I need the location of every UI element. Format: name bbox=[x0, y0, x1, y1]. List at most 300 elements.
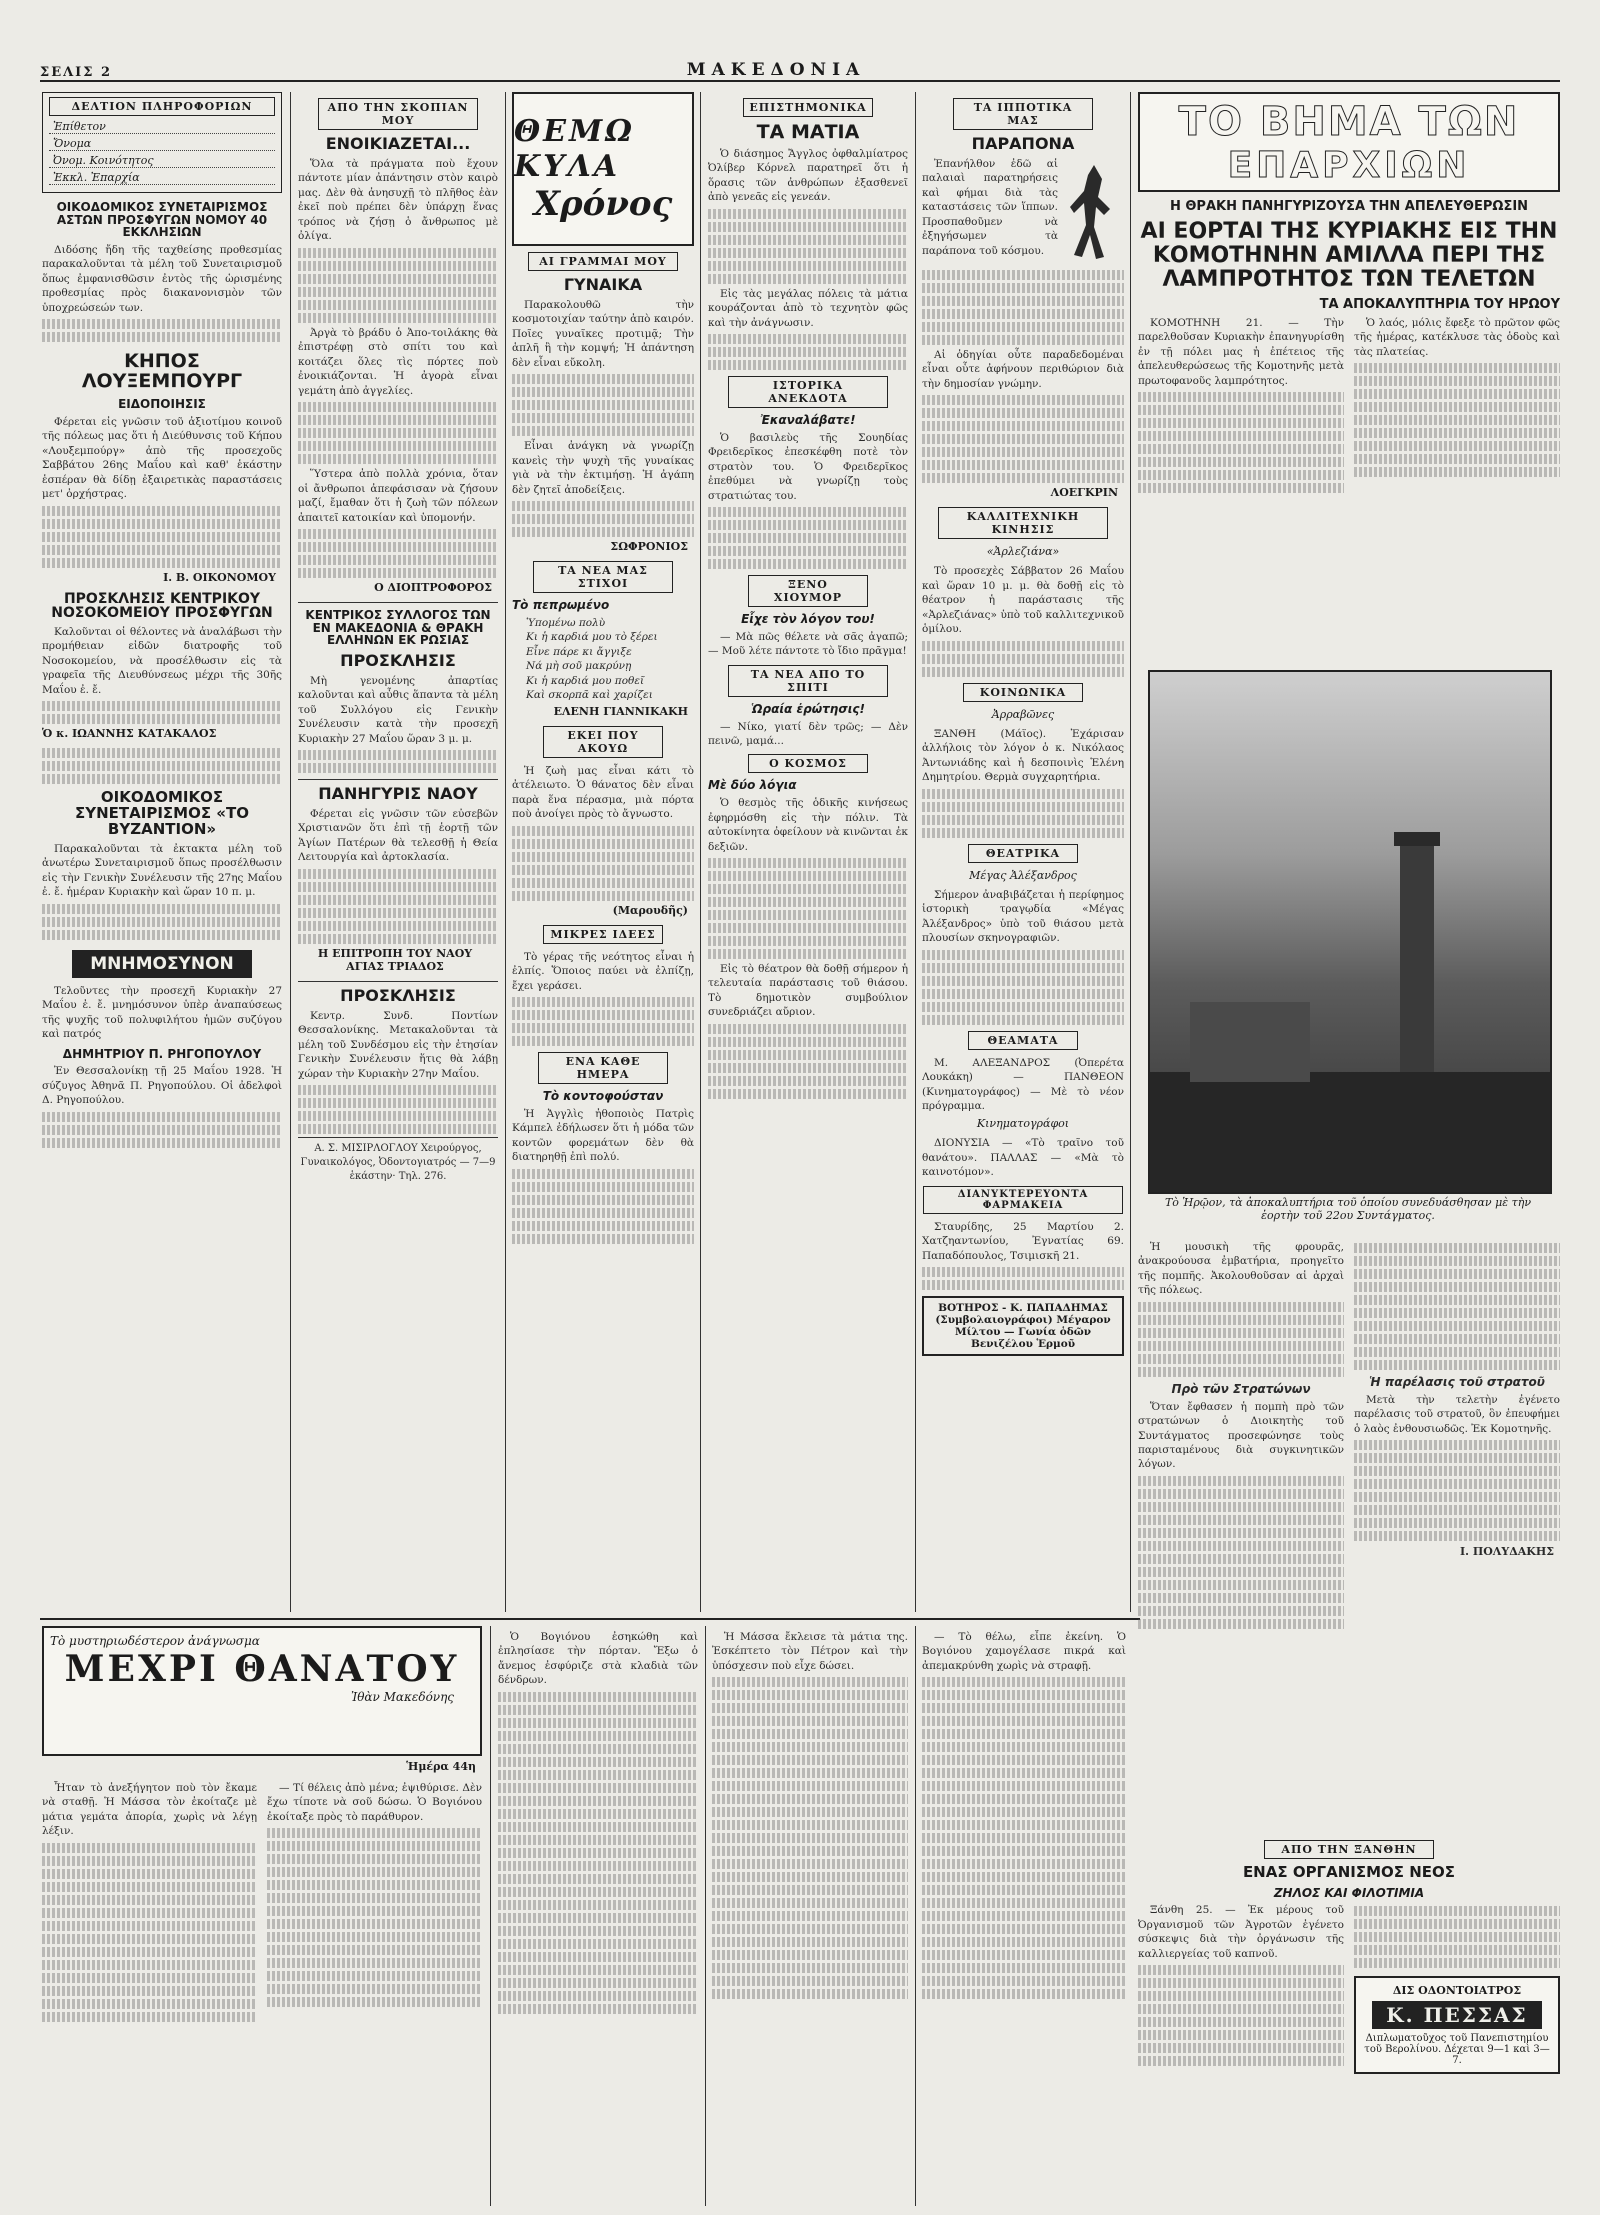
rent-paragraph: Ὅλα τὰ πράγματα ποὺ ἔχουν πάντοτε μίαν ἀπάντησιν στὸν καιρὸ μας. Δὲν θὰ ἀνησυχῇ τὸ πλῆθος ἐὰν ἐκεῖ ποὺ πρέπει δὲν ὑπάρχῃ ἕνας τρόπος νὰ ζήσῃ ὁ ἄνθρωπος μὲ ὀλίγα. bbox=[298, 157, 498, 243]
text-filler bbox=[512, 374, 694, 384]
text-filler bbox=[42, 748, 282, 758]
info-form-title: ΔΕΛΤΙΟΝ ΠΛΗΡΟΦΟΡΙΩΝ bbox=[49, 97, 275, 116]
cinemas-subheading: Κινηματογράφοι bbox=[976, 1117, 1070, 1131]
text-filler bbox=[42, 1869, 257, 1879]
text-filler bbox=[1138, 1528, 1344, 1538]
eyes-paragraph-2: Εἰς τὰς μεγάλας πόλεις τὰ μάτια κουράζονται ἀπὸ τὸ τεχνητὸν φῶς καὶ τὴν ἀνάγνωσιν. bbox=[708, 287, 908, 329]
komotini-text-2 bbox=[1354, 316, 1560, 496]
text-filler bbox=[267, 1958, 482, 1968]
association-paragraph: Μὴ γενομένης ἀπαρτίας καλοῦνται καὶ αὖθις ἅπαντα τὰ μέλη τοῦ Συλλόγου εἰς Γενικὴν Συνέλευσιν κατὰ τὴν προσεχῆ Κυριακὴν 27 Μαΐου ὥραν 3 μ. μ. bbox=[298, 674, 498, 745]
text-filler bbox=[922, 654, 1124, 664]
social-box-title: ΚΟΙΝΩΝΙΚΑ bbox=[963, 683, 1083, 702]
text-filler bbox=[512, 1182, 694, 1192]
text-filler bbox=[1138, 1315, 1344, 1325]
text-filler bbox=[922, 828, 1124, 838]
text-filler bbox=[1354, 1453, 1560, 1463]
column-rule bbox=[1130, 92, 1131, 1612]
text-filler bbox=[708, 274, 908, 284]
knights-box-title: ΤΑ ΙΠΠΟΤΙΚΑ ΜΑΣ bbox=[953, 98, 1093, 130]
serial-author: Ἰθὰν Μακεδόνης bbox=[350, 1690, 454, 1704]
poem-line: Εἶνε πάρε κι ἄγγιξε bbox=[526, 645, 632, 658]
text-filler bbox=[712, 1794, 908, 1804]
text-filler bbox=[922, 989, 1124, 999]
text-filler bbox=[298, 921, 498, 931]
text-filler bbox=[708, 1037, 908, 1047]
text-filler bbox=[922, 1690, 1126, 1700]
newspaper-name: ΜΑΚΕΔΟΝΙΑ bbox=[686, 60, 866, 80]
text-filler bbox=[922, 1002, 1124, 1012]
text-filler bbox=[498, 1744, 698, 1754]
text-filler bbox=[922, 460, 1124, 470]
text-filler bbox=[512, 878, 694, 888]
text-filler bbox=[922, 408, 1124, 418]
text-filler bbox=[1138, 1341, 1344, 1351]
text-filler bbox=[298, 248, 498, 258]
poem-text bbox=[512, 616, 694, 703]
text-filler bbox=[298, 1124, 498, 1134]
barracks-paragraph: Ὅταν ἔφθασεν ἡ πομπὴ πρὸ τῶν στρατώνων ὁ Διοικητὴς τοῦ Συντάγματος προσεφώνησε τοὺς παρισταμένους διὰ συγκινητικῶν λόγων. bbox=[1138, 1400, 1344, 1471]
skirt-text bbox=[512, 1107, 694, 1165]
serial-title-box bbox=[42, 1626, 482, 1756]
monument-photo bbox=[1148, 670, 1552, 1194]
text-filler bbox=[498, 1757, 698, 1767]
ground-shape bbox=[1150, 1072, 1550, 1192]
provinces-masthead bbox=[1138, 92, 1560, 192]
serial-columns bbox=[42, 1781, 482, 2025]
text-filler bbox=[267, 1997, 482, 2007]
komotini-subheading: ΤΑ ΑΠΟΚΑΛΥΠΤΗΡΙΑ ΤΟΥ ΗΡΩΟΥ bbox=[1319, 297, 1560, 313]
memorial-heading: ΜΝΗΜΟΣΥΝΟΝ bbox=[72, 950, 252, 978]
info-form-box bbox=[42, 92, 282, 193]
text-filler bbox=[512, 891, 694, 901]
text-filler bbox=[712, 1885, 908, 1895]
komotini-signature: Ι. ΠΟΛΥΔΑΚΗΣ bbox=[1460, 1545, 1554, 1559]
skirt-paragraph: Ἡ Ἀγγλὶς ἠθοποιὸς Πατρὶς Κάμπελ ἐδήλωσεν ὅτι ἡ μόδα τῶν κοντῶν φορεμάτων δὲν θὰ διατηρηθῇ ἐπὶ πολύ. bbox=[512, 1107, 694, 1164]
tower-top-shape bbox=[1394, 832, 1440, 846]
woman-signature: ΣΩΦΡΟΝΙΟΣ bbox=[610, 540, 688, 554]
text-filler bbox=[922, 1267, 1124, 1277]
woman-text-2 bbox=[512, 439, 694, 497]
poem-line: Κι ἡ καρδιά μου ποθεῖ bbox=[526, 674, 645, 687]
xanthi-box-title: ΑΠΟ ΤΗΝ ΞΑΝΘΗΝ bbox=[1264, 1840, 1434, 1859]
komotini-paragraph: ΚΟΜΟΤΗΝΗ 21. — Τὴν παρελθοῦσαν Κυριακὴν ἐπανηγυρίσθη ἐν τῇ πόλει μας ἡ ἐπέτειος τῆς ἀπελευθερώσεως τῆς Κομοτηνῆς μετὰ πρωτοφανοῦς λαμπρότητος. bbox=[1138, 316, 1344, 387]
text-filler bbox=[708, 936, 908, 946]
text-filler bbox=[267, 1880, 482, 1890]
text-filler bbox=[1354, 1518, 1560, 1528]
theatre-paragraph: Σήμερον ἀναβιβάζεται ἡ περίφημος ἱστορικὴ τραγῳδία «Μέγας Ἀλέξανδρος» ὑπὸ τοῦ θιάσου μετὰ πλουσίων σκηνογραφιῶν. bbox=[922, 888, 1124, 945]
text-filler bbox=[1138, 483, 1344, 493]
text-filler bbox=[498, 1692, 698, 1702]
text-filler bbox=[42, 714, 282, 724]
text-filler bbox=[1138, 444, 1344, 454]
text-filler bbox=[267, 1932, 482, 1942]
column-2 bbox=[298, 92, 498, 1612]
text-filler bbox=[922, 1872, 1126, 1882]
serial-day: Ἡμέρα 44η bbox=[406, 1760, 476, 1773]
woman-paragraph-2: Εἶναι ἀνάγκη νὰ γνωρίζῃ κανεὶς τὴν ψυχὴ τῆς γυναίκας γιὰ νὰ τὴν ἐκτιμήσῃ. Ἡ ἀγάπη δὲν ζητεῖ ἀποδείξεις. bbox=[512, 440, 694, 496]
text-filler bbox=[708, 884, 908, 894]
text-filler bbox=[498, 1705, 698, 1715]
text-filler bbox=[1138, 418, 1344, 428]
festival-signature: Η ΕΠΙΤΡΟΠΗ ΤΟΥ ΝΑΟΥ ΑΓΙΑΣ ΤΡΙΑΔΟΣ bbox=[317, 946, 473, 973]
text-filler bbox=[498, 1952, 698, 1962]
text-filler bbox=[42, 519, 282, 529]
column-box-title: ΑΠΟ ΤΗΝ ΣΚΟΠΙΑΝ ΜΟΥ bbox=[318, 98, 478, 130]
serial-paragraph-2: — Τί θέλεις ἀπὸ μένα; ἐψιθύρισε. Δὲν ἔχω τίποτε νὰ σοῦ δώσω. Ὁ Βογιόνου ἐκοίταξε πρὸς τὸ παράθυρον. bbox=[267, 1782, 482, 1823]
text-filler bbox=[298, 454, 498, 464]
text-filler bbox=[498, 1939, 698, 1949]
provinces-subtitle: ΕΠΑΡΧΙΩΝ bbox=[1227, 144, 1471, 186]
memorial-paragraph-2: Ἐν Θεσσαλονίκῃ τῇ 25 Μαΐου 1928. Ἡ σύζυγος Ἀθηνᾶ Π. Ρηγοπούλου. Οἱ ἀδελφοὶ Δ. Ρηγοπούλου. bbox=[42, 1065, 282, 1107]
text-filler bbox=[708, 559, 908, 569]
text-filler bbox=[922, 976, 1124, 986]
hospital-text bbox=[42, 625, 282, 697]
arts-subheading: «Ἀρλεζιάνα» bbox=[986, 545, 1060, 559]
komotini-lower-columns bbox=[1138, 1240, 1560, 1632]
text-filler bbox=[512, 865, 694, 875]
text-filler bbox=[498, 1900, 698, 1910]
text-filler bbox=[712, 1911, 908, 1921]
text-filler bbox=[298, 750, 498, 760]
ideas-paragraph: Τὸ γέρας τῆς νεότητος εἶναι ἡ ἐλπίς. Ὅποιος παύει νὰ ἐλπίζῃ, ἔχει γεράσει. bbox=[512, 950, 694, 992]
text-filler bbox=[267, 1828, 482, 1838]
humor-paragraph: — Μὰ πῶς θέλετε νὰ σᾶς ἀγαπῶ; — Μοῦ λέτε πάντοτε τὸ ἴδιο πρᾶγμα! bbox=[708, 630, 908, 658]
text-filler bbox=[267, 1945, 482, 1955]
text-filler bbox=[42, 930, 282, 940]
text-filler bbox=[42, 761, 282, 771]
text-filler bbox=[1138, 1476, 1344, 1486]
serial-kicker: Τὸ μυστηριωδέστερον ἀνάγνωσμα bbox=[50, 1634, 260, 1648]
woman-heading: ΓΥΝΑΙΚΑ bbox=[563, 275, 643, 294]
text-filler bbox=[267, 1971, 482, 1981]
photo-caption: Τὸ Ἡρῷον, τὰ ἀποκαλυπτήρια τοῦ ὁποίου συνεδυάσθησαν μὲ τὴν ἑορτὴν τοῦ 22ου Συντάγματος. bbox=[1164, 1196, 1532, 1222]
text-filler bbox=[298, 555, 498, 565]
rent-text-2 bbox=[298, 326, 498, 398]
pontians-heading: ΠΡΟΣΚΛΗΣΙΣ bbox=[298, 981, 498, 1005]
poem-signature: ΕΛΕΝΗ ΓΙΑΝΝΙΚΑΚΗ bbox=[553, 704, 688, 718]
text-filler bbox=[708, 533, 908, 543]
text-filler bbox=[298, 908, 498, 918]
text-filler bbox=[42, 558, 282, 568]
text-filler bbox=[1354, 363, 1560, 373]
text-filler bbox=[712, 1677, 908, 1687]
question-heading: Ὡραία ἐρώτησις! bbox=[751, 701, 865, 716]
serial-paragraph-5: — Τὸ θέλω, εἶπε ἐκείνη. Ὁ Βογιόνου χαμογέλασε πικρά καὶ ἀπεμακρύνθη χωρὶς νὰ στραφῇ. bbox=[922, 1631, 1126, 1672]
xanthi-text-2 bbox=[1354, 1906, 1560, 1968]
building-shape bbox=[1190, 1002, 1310, 1082]
text-filler bbox=[298, 529, 498, 539]
text-filler bbox=[512, 1208, 694, 1218]
text-filler bbox=[1354, 1932, 1560, 1942]
column-rule bbox=[915, 1626, 916, 2206]
text-filler bbox=[708, 261, 908, 271]
text-filler bbox=[267, 1854, 482, 1864]
xanthi-right-column bbox=[1354, 1903, 1560, 2074]
text-filler bbox=[1138, 392, 1344, 402]
world-box-title: Ο ΚΟΣΜΟΣ bbox=[748, 754, 868, 773]
serial-paragraph-4: Ἡ Μάσσα ἔκλεισε τὰ μάτια της. Ἐσκέπτετο τὸν Πέτρον καὶ τὴν ὑπόσχεσιν ποὺ εἶχε δώσει. bbox=[712, 1631, 908, 1672]
text-filler bbox=[1138, 1541, 1344, 1551]
text-filler bbox=[512, 1221, 694, 1231]
text-filler bbox=[922, 1859, 1126, 1869]
text-filler bbox=[922, 1781, 1126, 1791]
xanthi-heading: ΕΝΑΣ ΟΡΓΑΝΙΣΜΟΣ ΝΕΟΣ bbox=[1242, 1863, 1456, 1881]
text-filler bbox=[1354, 402, 1560, 412]
text-filler bbox=[922, 1015, 1124, 1025]
pharmacies-box-title: ΔΙΑΝΥΚΤΕΡΕΥΟΝΤΑ ΦΑΡΜΑΚΕΙΑ bbox=[923, 1186, 1123, 1214]
text-filler bbox=[922, 1768, 1126, 1778]
text-filler bbox=[42, 1125, 282, 1135]
brief-paragraph-2: Εἰς τὸ θέατρον θὰ δοθῇ σήμερον ἡ τελευταία παράστασις τοῦ θιάσου. Τὸ δημοτικὸν συμβούλιον συνεδριάζει αὔριον. bbox=[708, 963, 908, 1019]
text-filler bbox=[922, 473, 1124, 483]
rent-signature: Ο ΔΙΟΠΤΡΟΦΟΡΟΣ bbox=[374, 581, 492, 595]
text-filler bbox=[498, 1796, 698, 1806]
text-filler bbox=[498, 1991, 698, 2001]
text-filler bbox=[42, 1112, 282, 1122]
text-filler bbox=[708, 520, 908, 530]
text-filler bbox=[922, 1924, 1126, 1934]
text-filler bbox=[512, 426, 694, 436]
pontians-paragraph: Κεντρ. Συνδ. Ποντίων Θεσσαλονίκης. Μετακαλοῦνται τὰ μέλη τοῦ Συνδέσμου εἰς τὴν ἐτησίαν Γενικὴν Συνέλευσιν ἥτις θὰ λάβῃ χώραν τὴν Κυριακὴν 27ην Μαΐου. bbox=[298, 1009, 498, 1080]
text-filler bbox=[712, 1742, 908, 1752]
text-filler bbox=[922, 283, 1124, 293]
xanthi-paragraph: Ξάνθη 25. — Ἐκ μέρους τοῦ Ὀργανισμοῦ τῶν Ἀγροτῶν ἐγένετο σύσκεψις διὰ τὴν ὀργάνωσιν τῆς καλλιεργείας τοῦ καπνοῦ. bbox=[1138, 1904, 1344, 1960]
komotini-text-columns bbox=[1138, 316, 1560, 496]
ideas-box-title: ΜΙΚΡΕΣ ΙΔΕΕΣ bbox=[543, 925, 663, 944]
text-filler bbox=[1354, 376, 1560, 386]
serial-paragraph: Ἦταν τὸ ἀνεξήγητον ποὺ τὸν ἔκαμε νὰ σταθῇ. Ἡ Μάσσα τὸν ἐκοίταζε μὲ μάτια γεμάτα ἀπορία, χωρὶς νὰ λέγῃ λέξιν. bbox=[42, 1782, 257, 1838]
text-filler bbox=[922, 296, 1124, 306]
poems-box-title: ΤΑ ΝΕΑ ΜΑΣ ΣΤΙΧΟΙ bbox=[533, 561, 673, 593]
text-filler bbox=[712, 1989, 908, 1999]
text-filler bbox=[298, 415, 498, 425]
anecdote-paragraph: Ὁ βασιλεὺς τῆς Σουηδίας Φρειδερῖκος ἐπεσκέφθη ποτὲ τὸν στρατὸν του. Ὁ Φρειδερῖκος ἐπεθύμει νὰ γνωρίζῃ τοὺς στρατιώτας του. bbox=[708, 431, 908, 502]
xanthi-section bbox=[1138, 1840, 1560, 2210]
hospital-heading: ΠΡΟΣΚΛΗΣΙΣ ΚΕΝΤΡΙΚΟΥ ΝΟΣΟΚΟΜΕΙΟΥ ΠΡΟΣΦΥΓΩΝ bbox=[51, 590, 273, 622]
poem-title: Τὸ πεπρωμένο bbox=[512, 598, 610, 613]
theatre-subheading: Μέγας Ἀλέξανδρος bbox=[969, 868, 1077, 882]
poem-line: Καὶ σκορπᾶ καὶ χαρίζει bbox=[526, 689, 653, 702]
festival-paragraph: Φέρεται εἰς γνῶσιν τῶν εὐσεβῶν Χριστιανῶν ὅτι ἐπὶ τῇ ἑορτῇ τῶν Ἁγίων Πατέρων θὰ τελεσθῇ ἡ Θεία Λειτουργία καὶ ἀρτοκλασία. bbox=[298, 807, 498, 864]
text-filler bbox=[267, 1867, 482, 1877]
text-filler bbox=[708, 360, 908, 370]
poem-line: Νά μὴ σοῦ μακρύνῃ bbox=[526, 660, 632, 673]
text-filler bbox=[1354, 1919, 1560, 1929]
parade-text bbox=[1138, 1240, 1344, 1632]
text-filler bbox=[708, 923, 908, 933]
text-filler bbox=[42, 545, 282, 555]
question-paragraph: — Νίκο, γιατί δὲν τρῶς; — Δὲν πεινῶ, μαμά... bbox=[708, 720, 908, 747]
text-filler bbox=[512, 527, 694, 537]
serial-text-2 bbox=[267, 1781, 482, 2025]
text-filler bbox=[712, 1716, 908, 1726]
text-filler bbox=[498, 1731, 698, 1741]
text-filler bbox=[42, 506, 282, 516]
march-paragraph: Μετὰ τὴν τελετὴν ἐγένετο παρέλασις τοῦ στρατοῦ, ὃν ἐπευφήμει ὁ λαὸς ἐνθουσιωδῶς. Ἐκ Κομοτηνῆς. bbox=[1354, 1393, 1560, 1435]
text-filler bbox=[42, 1934, 257, 1944]
text-filler bbox=[512, 413, 694, 423]
text-filler bbox=[1138, 1580, 1344, 1590]
eyes-paragraph: Ὁ διάσημος Ἄγγλος ὀφθαλμίατρος Ὀλίβερ Κόρνελ παρατηρεῖ ὅτι ἡ ὅρασις τῶν ἀνθρώπων ἐξασθενεῖ ἀπὸ γενεᾶς εἰς γενεάν. bbox=[708, 147, 908, 204]
text-filler bbox=[922, 1911, 1126, 1921]
text-filler bbox=[42, 1999, 257, 2009]
brief-text-2 bbox=[708, 962, 908, 1020]
garden-text bbox=[42, 415, 282, 502]
community-field: Ὀνομ. Κοινότητος bbox=[49, 154, 275, 168]
text-filler bbox=[922, 1885, 1126, 1895]
text-filler bbox=[298, 274, 498, 284]
memorial-text bbox=[42, 984, 282, 1042]
festival-text bbox=[298, 807, 498, 865]
text-filler bbox=[1138, 1606, 1344, 1616]
text-filler bbox=[42, 1908, 257, 1918]
social-subheading: Ἀρραβῶνες bbox=[991, 707, 1055, 721]
byzantion-heading: ΟΙΚΟΔΟΜΙΚΟΣ ΣΥΝΕΤΑΙΡΙΣΜΟΣ «ΤΟ ΒΥΖΑΝΤΙΟΝ» bbox=[75, 788, 249, 838]
text-filler bbox=[708, 334, 908, 344]
text-filler bbox=[512, 501, 694, 511]
text-filler bbox=[922, 335, 1124, 345]
barracks-heading: Πρὸ τῶν Στρατώνων bbox=[1171, 1381, 1311, 1396]
brief-text bbox=[708, 796, 908, 854]
text-filler bbox=[1138, 1567, 1344, 1577]
column-5 bbox=[922, 92, 1124, 1612]
text-filler bbox=[298, 882, 498, 892]
text-filler bbox=[922, 322, 1124, 332]
life-signature: (Μαρουδῆς) bbox=[612, 903, 688, 917]
ideas-text bbox=[512, 950, 694, 993]
text-filler bbox=[298, 934, 498, 944]
association-text bbox=[298, 674, 498, 746]
serial-section bbox=[42, 1626, 482, 2206]
text-filler bbox=[1138, 1593, 1344, 1603]
text-filler bbox=[1354, 1347, 1560, 1357]
text-filler bbox=[708, 235, 908, 245]
text-filler bbox=[1138, 405, 1344, 415]
text-filler bbox=[298, 895, 498, 905]
text-filler bbox=[512, 826, 694, 836]
text-filler bbox=[922, 1703, 1126, 1713]
complaints-text bbox=[922, 157, 1058, 267]
text-filler bbox=[42, 774, 282, 784]
column-rule bbox=[490, 1626, 491, 2206]
text-filler bbox=[712, 1976, 908, 1986]
text-filler bbox=[922, 1989, 1126, 1999]
text-filler bbox=[708, 949, 908, 959]
text-filler bbox=[1354, 1505, 1560, 1515]
humor-box-title: ΞΕΝΟ ΧΙΟΥΜΟΡ bbox=[748, 575, 868, 607]
text-filler bbox=[708, 248, 908, 258]
text-filler bbox=[922, 950, 1124, 960]
text-filler bbox=[512, 1169, 694, 1179]
name-field: Ὄνομα bbox=[49, 137, 275, 151]
text-filler bbox=[1354, 1308, 1560, 1318]
dentist-ad-name: Κ. ΠΕΣΣΑΣ bbox=[1372, 2001, 1542, 2029]
text-filler bbox=[267, 1919, 482, 1929]
garden-subheading: ΕΙΔΟΠΟΙΗΣΙΣ bbox=[118, 397, 206, 412]
text-filler bbox=[498, 1809, 698, 1819]
section-box-title: ΕΚΕΙ ΠΟΥ ΑΚΟΥΩ bbox=[543, 726, 663, 758]
column-rule bbox=[705, 1626, 706, 2206]
page-number-label: ΣΕΛΙΣ 2 bbox=[40, 65, 113, 80]
shows-box-title: ΘΕΑΜΑΤΑ bbox=[968, 1031, 1078, 1050]
pontians-text bbox=[298, 1009, 498, 1081]
shows-paragraph: Μ. ΑΛΕΞΑΝΔΡΟΣ (Ὀπερέτα Λουκάκη) — ΠΑΝΘΕΟΝ (Κινηματογράφος) — Μὲ τὸ νέον πρόγραμμα. bbox=[922, 1056, 1124, 1112]
rent-paragraph-2: Ἀργὰ τὸ βράδυ ὁ Ἀπο-τοιλάκης θὰ ἐπιστρέφῃ στὸ σπίτι του καὶ κοιτάζει ὅλες τὶς πόρτες ποὺ ἐνοικιάζονται. Ἡ ἀγορὰ εἶναι γεμάτη ἀπὸ ἀγγελίες. bbox=[298, 326, 498, 397]
text-filler bbox=[712, 1768, 908, 1778]
text-filler bbox=[298, 261, 498, 271]
rent-text-3 bbox=[298, 467, 498, 525]
notary-ad: ΒΟΤΗΡΟΣ - Κ. ΠΑΠΑΔΗΜΑΣ (Συμβολαιογράφοι) Μέγαρον Μίλτου — Γωνία ὁδῶν Βενιζέλου Ἑρμοῦ bbox=[922, 1296, 1124, 1356]
text-filler bbox=[498, 1861, 698, 1871]
text-filler bbox=[42, 1921, 257, 1931]
column-masthead-subtitle: Χρόνος bbox=[533, 184, 673, 224]
text-filler bbox=[1354, 1360, 1560, 1370]
text-filler bbox=[498, 1770, 698, 1780]
text-filler bbox=[922, 1280, 1124, 1290]
text-filler bbox=[708, 858, 908, 868]
text-filler bbox=[1354, 1321, 1560, 1331]
text-filler bbox=[42, 1947, 257, 1957]
text-filler bbox=[498, 1848, 698, 1858]
text-filler bbox=[1354, 1243, 1560, 1253]
text-filler bbox=[712, 1950, 908, 1960]
serial-paragraph-3: Ὁ Βογιόνου ἐσηκώθη καὶ ἐπλησίασε τὴν πόρταν. Ἔξω ὁ ἄνεμος ἐσφύριζε στὰ κλαδιὰ τῶν δένδρων. bbox=[498, 1631, 698, 1687]
komotini-paragraph-2: Ὁ λαός, μόλις ἔφεξε τὸ πρῶτον φῶς τῆς ἡμέρας, κατέκλυσε τὰς ὁδοὺς καὶ τὰς πλατείας. bbox=[1354, 316, 1560, 358]
text-filler bbox=[1354, 1295, 1560, 1305]
text-filler bbox=[498, 1978, 698, 1988]
parade-paragraph: Ἡ μουσικὴ τῆς φρουρᾶς, ἀνακρούουσα ἐμβατήρια, προηγεῖτο τῆς πομπῆς. Ἀκολουθοῦσαν αἱ ἀρχαὶ τῆς πόλεως. bbox=[1138, 1241, 1344, 1297]
text-filler bbox=[712, 1820, 908, 1830]
text-filler bbox=[1138, 1328, 1344, 1338]
complaints-signature: ΛΟΕΓΚΡΙΝ bbox=[1050, 486, 1118, 500]
complaints-paragraph: Ἐπανήλθον ἐδῶ αἱ παλαιαὶ παρατηρήσεις καὶ φήμαι διὰ τὰς καταστάσεις τῶν ἵππων. Προσπαθοῦμεν νὰ ἐξηγήσωμεν τὰ παράπονα τοῦ κόσμου. bbox=[922, 157, 1058, 257]
text-filler bbox=[922, 1833, 1126, 1843]
text-filler bbox=[922, 1976, 1126, 1986]
text-filler bbox=[922, 1950, 1126, 1960]
text-filler bbox=[712, 1898, 908, 1908]
text-filler bbox=[712, 1937, 908, 1947]
poem-line: Ὑπομένω πολὺ bbox=[526, 616, 606, 629]
parade-text-2 bbox=[1354, 1240, 1560, 1632]
text-filler bbox=[1138, 457, 1344, 467]
text-filler bbox=[1138, 431, 1344, 441]
text-filler bbox=[712, 1729, 908, 1739]
text-filler bbox=[922, 1898, 1126, 1908]
text-filler bbox=[1138, 2004, 1344, 2014]
question-text bbox=[708, 720, 908, 749]
text-filler bbox=[1138, 1965, 1344, 1975]
text-filler bbox=[42, 1138, 282, 1148]
pharmacies-text bbox=[922, 1220, 1124, 1263]
text-filler bbox=[298, 428, 498, 438]
text-filler bbox=[498, 1822, 698, 1832]
text-filler bbox=[708, 1089, 908, 1099]
column-3 bbox=[512, 92, 694, 1612]
march-heading: Ἡ παρέλασις τοῦ στρατοῦ bbox=[1369, 1375, 1545, 1389]
daily-box-title: ΕΝΑ ΚΑΘΕ ΗΜΕΡΑ bbox=[538, 1052, 668, 1084]
surname-field: Ἐπίθετον bbox=[49, 120, 275, 134]
text-filler bbox=[708, 222, 908, 232]
text-filler bbox=[712, 1833, 908, 1843]
text-filler bbox=[712, 1755, 908, 1765]
text-filler bbox=[267, 1906, 482, 1916]
text-filler bbox=[1354, 1282, 1560, 1292]
text-filler bbox=[712, 1963, 908, 1973]
text-filler bbox=[1354, 1958, 1560, 1968]
text-filler bbox=[922, 447, 1124, 457]
woman-text bbox=[512, 298, 694, 370]
text-filler bbox=[708, 897, 908, 907]
